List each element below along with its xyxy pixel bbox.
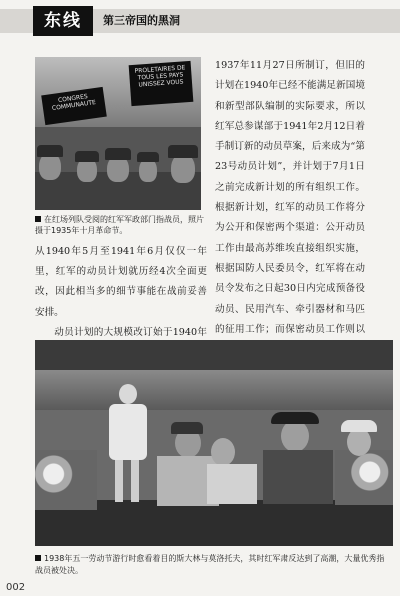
child-head (119, 384, 137, 404)
paragraph: 从1940年5月至1941年6月仅仅一年里，红军的动员计划就历经4次全面更改，因此相当多的细节事能在战前妥善安排。 (35, 246, 207, 318)
child-leg (131, 460, 139, 502)
photo2-canopy (35, 340, 393, 370)
molotov-head (281, 420, 309, 452)
flower-bouquet (335, 450, 393, 505)
soldier-cap (137, 152, 159, 162)
photo-may-day-stalin (35, 340, 393, 546)
figure-head (211, 438, 235, 466)
child-body (109, 404, 147, 460)
paragraph: 动员计划的大规模改订始于1940年 (54, 326, 207, 338)
page-number: 002 (6, 582, 26, 593)
section-tag: 东线 (33, 6, 93, 36)
flower-bouquet (35, 450, 97, 510)
cap (171, 422, 203, 434)
hat (341, 420, 377, 432)
soldier-cap (105, 148, 131, 160)
banner-left: CONGRES COMMUNAUTE (41, 87, 107, 125)
child-leg (115, 460, 123, 502)
chapter-title: 第三帝国的黑洞 (103, 14, 180, 27)
photo1-caption (35, 214, 205, 236)
soldier-cap (168, 145, 198, 158)
paragraph: 1937年11月27日所制订，但旧的计划在1940年已经不能满足新国境和新型部队编制的实际要求，所以红军总参谋部于1941年2月12日着手制订新的动员草案，后来成为“第23号动员计划”，并计划于7月1日之前完成新计划的所有组织工作。根据新计划，红军的动员工作将分为公开和保密两个渠道：公开动员工作由最高苏维埃直接组织实施，根据国防人民委员令，红军将在动员令发布之日起30日内完成预备役动员、民用汽车、牵引器材和马匹的征用工作；而保密动员工作则以 (215, 60, 365, 335)
figure-head (347, 428, 371, 456)
photo2-background (35, 370, 393, 410)
photo-red-square-parade (35, 57, 201, 210)
molotov-coat (263, 450, 333, 504)
photo1-caption-text: 在红场列队受阅的红军军政部门指战员，照片摄于1935年十月革命节。 (35, 215, 204, 235)
soldier-cap (37, 145, 63, 157)
caption-marker (35, 216, 41, 222)
soldier-cap (75, 151, 99, 162)
page-header (0, 0, 400, 40)
figure-coat (207, 464, 257, 504)
photo2-caption-text: 1938年五一劳动节游行时愈看着目的斯大林与莫洛托夫，其时红军肃反达到了高潮，大量优秀指战员被处决。 (35, 554, 385, 575)
hat (271, 412, 319, 424)
banner-right: PROLETAIRES DE TOUS LES PAYS UNISSEZ VOUS (129, 61, 194, 106)
photo2-caption (35, 553, 390, 577)
caption-marker (35, 555, 41, 561)
